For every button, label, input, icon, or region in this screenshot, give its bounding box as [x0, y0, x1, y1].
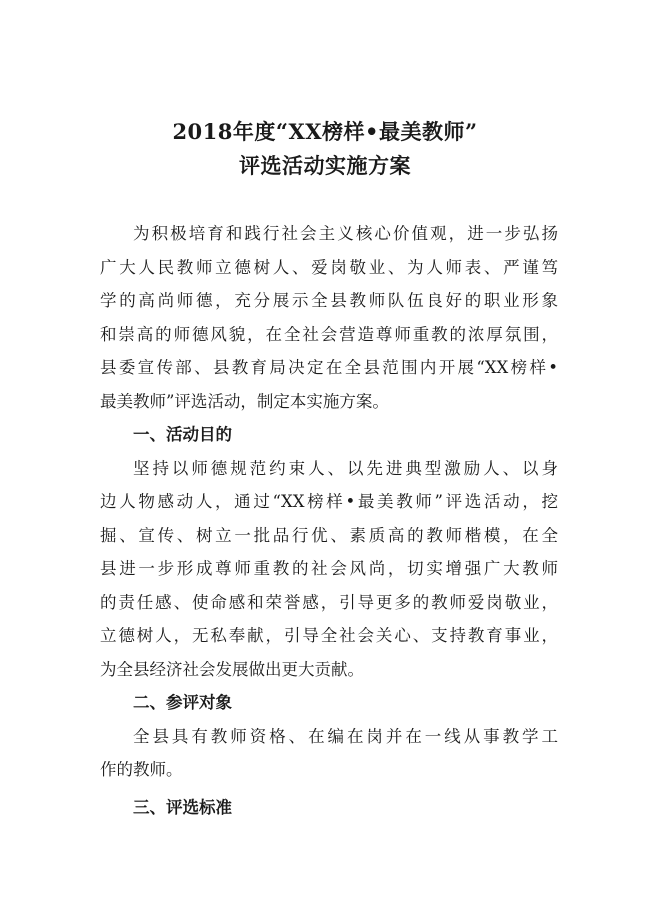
paragraph-line: 作的教师。	[100, 760, 183, 779]
paragraph-line: 为全县经济社会发展做出更大贡献。	[100, 659, 364, 679]
paragraph-line: 最美教师”评选活动，制定本实施方案。	[100, 391, 389, 411]
paragraph-line: 全县具有教师资格、在编在岗并在一线从事教学工	[133, 726, 558, 746]
participants-paragraph	[100, 720, 558, 787]
paragraph-line: 立德树人，无私奉献，引导全社会关心、支持教育事业，	[100, 626, 558, 645]
section-heading-purpose: 一、活动目的	[133, 425, 232, 444]
paragraph-line: 坚持以师德规范约束人、以先进典型激励人、以身	[133, 458, 558, 478]
section-heading-participants: 二、参评对象	[133, 693, 232, 712]
paragraph-line: 广大人民教师立德树人、爱岗敬业、为人师表、严谨笃	[100, 257, 558, 277]
paragraph-line: 为积极培育和践行社会主义核心价值观，进一步弘扬	[133, 224, 558, 243]
purpose-paragraph	[100, 452, 558, 687]
paragraph-line: 边人物感动人，通过“XX榜样•最美教师”评选活动，挖	[100, 492, 558, 511]
paragraph-line: 掘、宣传、树立一批品行优、素质高的教师楷模，在全	[100, 525, 558, 545]
document-title-line-2: 评选活动实施方案	[239, 153, 411, 178]
intro-paragraph	[100, 217, 558, 418]
paragraph-line: 县进一步形成尊师重教的社会风尚，切实增强广大教师	[100, 559, 558, 578]
paragraph-line: 和崇高的师德风貌，在全社会营造尊师重教的浓厚氛围，	[100, 324, 558, 344]
paragraph-line: 县委宣传部、县教育局决定在全县范围内开展“XX榜样•	[100, 358, 558, 377]
paragraph-line: 的责任感、使命感和荣誉感，引导更多的教师爱岗敬业，	[100, 592, 558, 612]
document-body	[100, 217, 558, 824]
paragraph-line: 学的高尚师德，充分展示全县教师队伍良好的职业形象	[100, 291, 558, 310]
section-heading-criteria: 三、评选标准	[133, 797, 232, 817]
document-title-line-1: 2018年度“XX榜样•最美教师”	[172, 119, 478, 144]
